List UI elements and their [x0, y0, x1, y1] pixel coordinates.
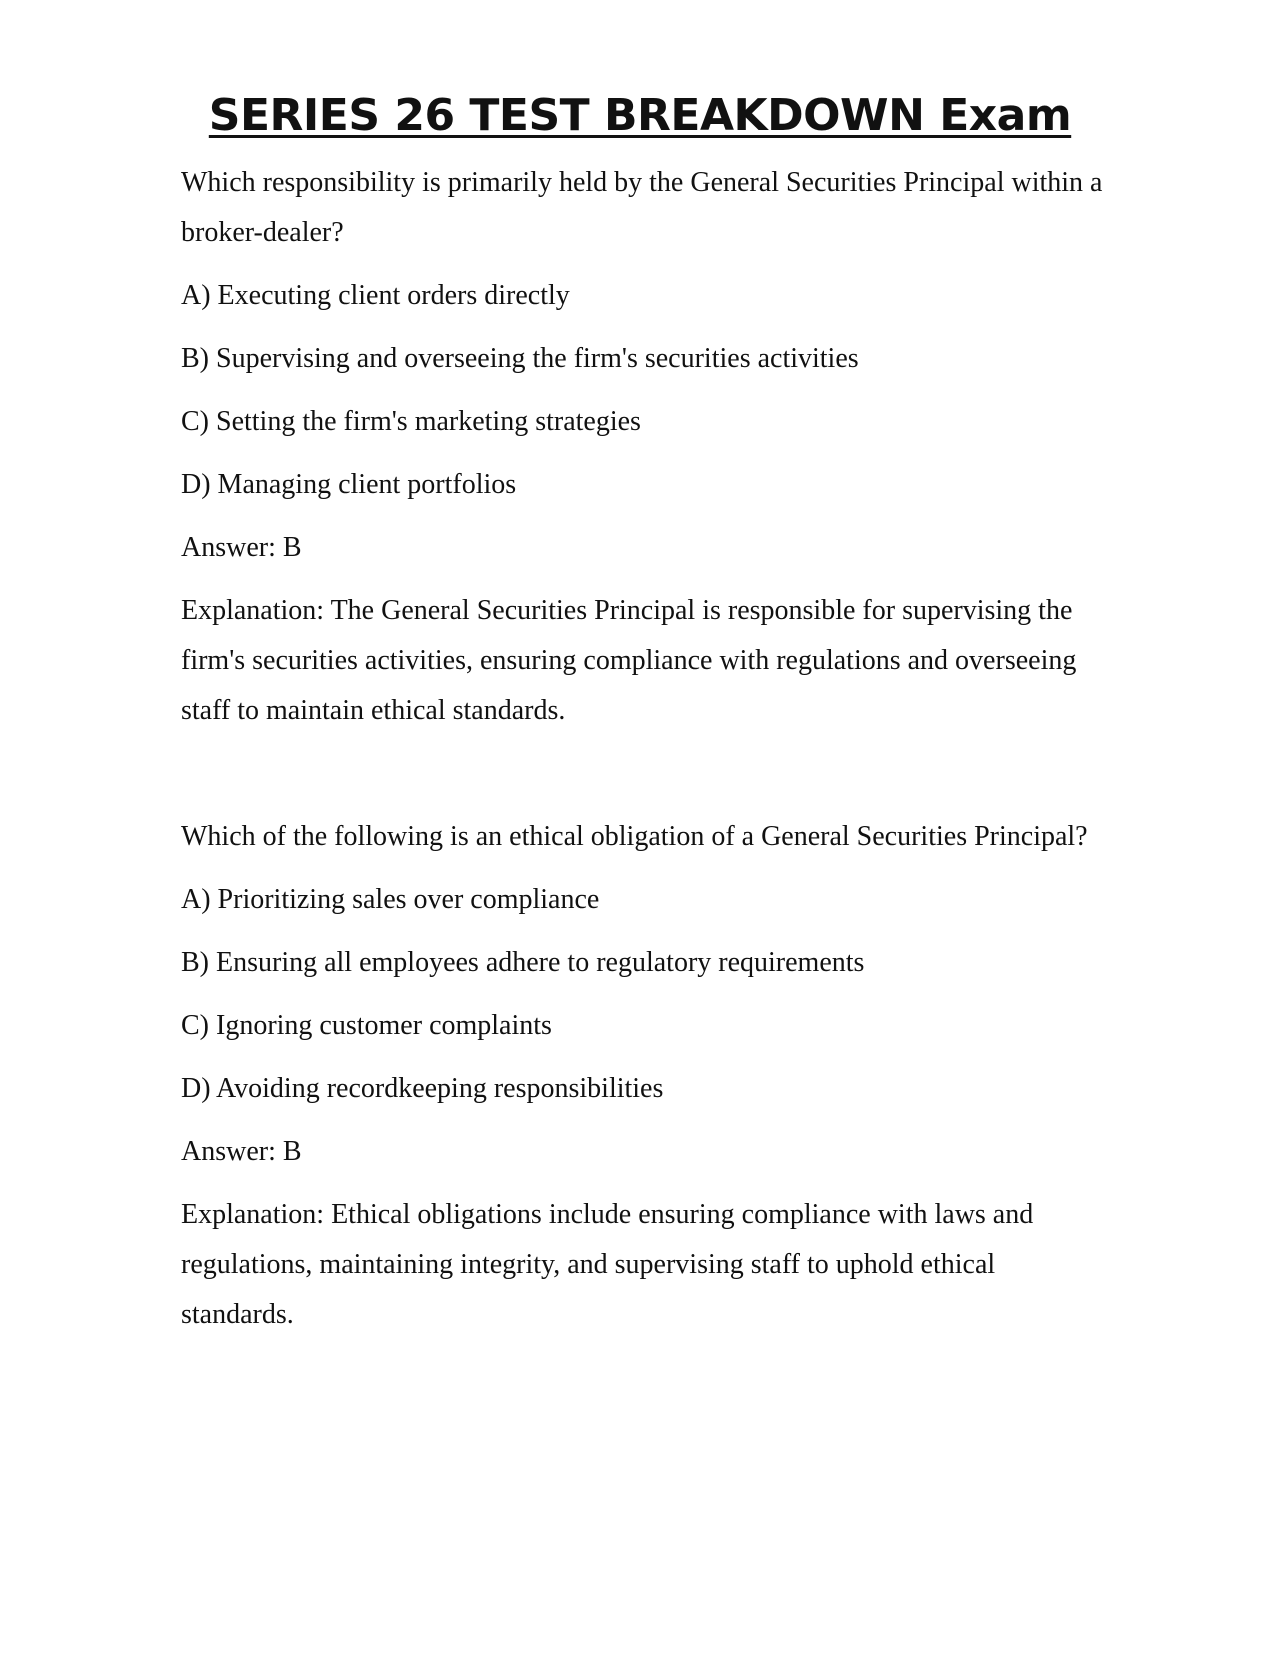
option-d: D) Avoiding recordkeeping responsibilities	[181, 1073, 664, 1104]
answer-text: Answer: B	[181, 532, 302, 563]
question-text: Which responsibility is primarily held by the General Securities Principal within a broker-dealer?	[181, 167, 1103, 248]
option-b: B) Supervising and overseeing the firm's securities activities	[181, 343, 859, 374]
option-a: A) Prioritizing sales over compliance	[181, 884, 600, 915]
question-text: Which of the following is an ethical obligation of a General Securities Principal?	[181, 821, 1088, 852]
option-d: D) Managing client portfolios	[181, 469, 517, 500]
page-title-text: SERIES 26 TEST BREAKDOWN Exam	[208, 90, 1072, 141]
page-title	[0, 88, 1280, 144]
question-block-2	[181, 812, 1111, 1340]
option-b: B) Ensuring all employees adhere to regulatory requirements	[181, 947, 865, 978]
question-block-1	[181, 158, 1111, 736]
option-c: C) Setting the firm's marketing strategies	[181, 406, 641, 437]
explanation-text: Explanation: The General Securities Principal is responsible for supervising the firm's securities activities, ensuring compliance with regulations and overseeing staff to maintain ethical standards.	[181, 595, 1077, 726]
option-a: A) Executing client orders directly	[181, 280, 570, 311]
option-c: C) Ignoring customer complaints	[181, 1010, 552, 1041]
answer-text: Answer: B	[181, 1136, 302, 1167]
explanation-text: Explanation: Ethical obligations include ensuring compliance with laws and regulations, maintaining integrity, and supervising staff to uphold ethical standards.	[181, 1199, 1034, 1330]
document-content	[181, 158, 1111, 1340]
